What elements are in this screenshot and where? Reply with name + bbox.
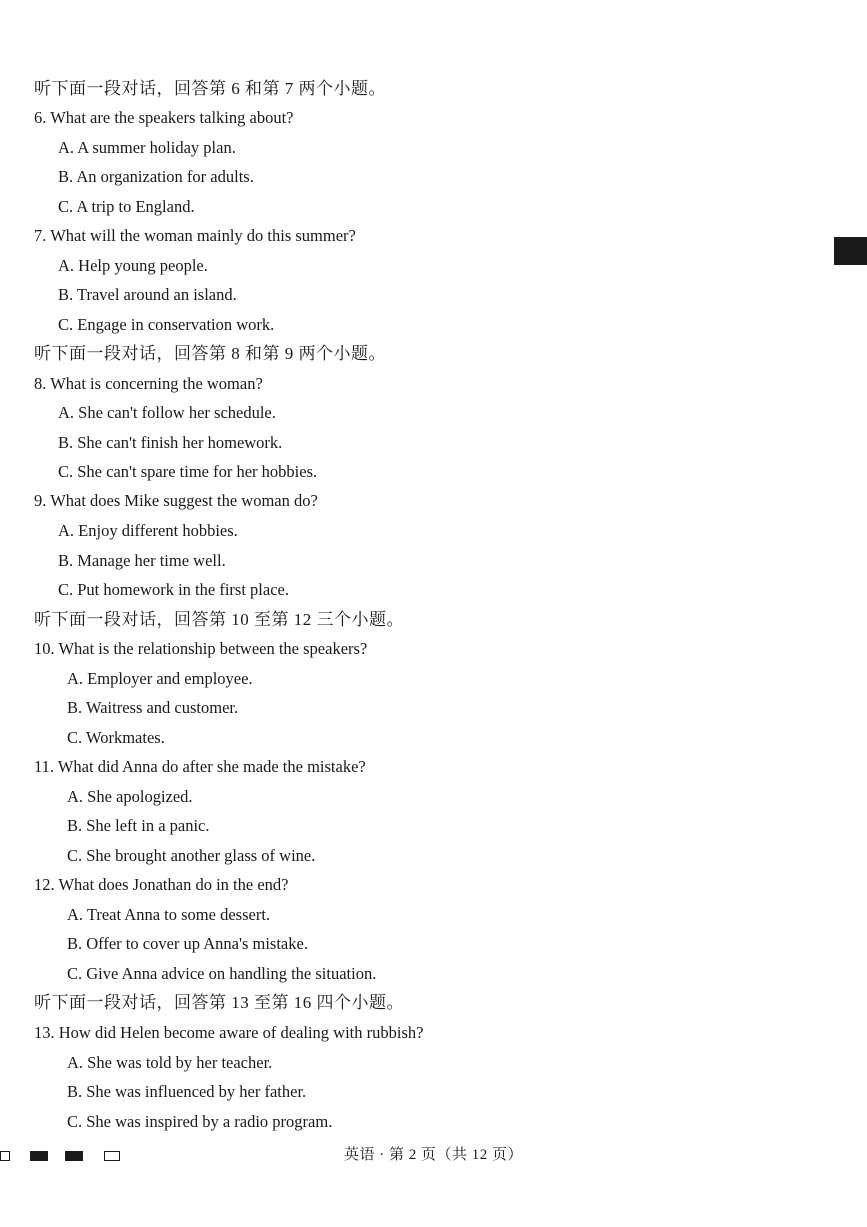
instruction-dialogue-10-12: 听下面一段对话，回答第 10 至第 12 三个小题。 <box>34 610 404 629</box>
question-10-option-a: A. Employer and employee. <box>67 669 253 688</box>
question-10-option-c: C. Workmates. <box>67 728 165 747</box>
question-9-option-b: B. Manage her time well. <box>58 551 226 570</box>
question-6-option-c: C. A trip to England. <box>58 197 195 216</box>
question-13-option-b: B. She was influenced by her father. <box>67 1082 307 1101</box>
question-6-option-a: A. A summer holiday plan. <box>58 138 236 157</box>
page-edge-tab-marker <box>834 237 867 265</box>
question-8: 8. What is concerning the woman? <box>34 374 263 393</box>
question-7: 7. What will the woman mainly do this summer? <box>34 226 356 245</box>
instruction-dialogue-8-9: 听下面一段对话，回答第 8 和第 9 两个小题。 <box>34 344 386 363</box>
question-10: 10. What is the relationship between the speakers? <box>34 639 368 658</box>
question-12-option-a: A. Treat Anna to some dessert. <box>67 905 271 924</box>
question-11-option-a: A. She apologized. <box>67 787 193 806</box>
question-7-option-a: A. Help young people. <box>58 256 208 275</box>
question-7-option-c: C. Engage in conservation work. <box>58 315 275 334</box>
question-12-option-c: C. Give Anna advice on handling the situation. <box>67 964 377 983</box>
question-9-option-c: C. Put homework in the first place. <box>58 580 289 599</box>
question-11: 11. What did Anna do after she made the mistake? <box>34 757 366 776</box>
question-6: 6. What are the speakers talking about? <box>34 108 294 127</box>
question-12-option-b: B. Offer to cover up Anna's mistake. <box>67 934 308 953</box>
question-11-option-c: C. She brought another glass of wine. <box>67 846 316 865</box>
question-8-option-b: B. She can't finish her homework. <box>58 433 283 452</box>
question-12: 12. What does Jonathan do in the end? <box>34 875 289 894</box>
instruction-dialogue-13-16: 听下面一段对话，回答第 13 至第 16 四个小题。 <box>34 993 404 1012</box>
question-7-option-b: B. Travel around an island. <box>58 285 237 304</box>
question-13-option-a: A. She was told by her teacher. <box>67 1053 273 1072</box>
question-11-option-b: B. She left in a panic. <box>67 816 210 835</box>
question-9: 9. What does Mike suggest the woman do? <box>34 491 318 510</box>
instruction-dialogue-6-7: 听下面一段对话，回答第 6 和第 7 两个小题。 <box>34 79 386 98</box>
page-footer: 英语 · 第 2 页（共 12 页） <box>344 1147 523 1163</box>
question-8-option-c: C. She can't spare time for her hobbies. <box>58 462 318 481</box>
question-9-option-a: A. Enjoy different hobbies. <box>58 521 238 540</box>
question-13-option-c: C. She was inspired by a radio program. <box>67 1112 333 1131</box>
question-8-option-a: A. She can't follow her schedule. <box>58 403 276 422</box>
question-13: 13. How did Helen become aware of dealing with rubbish? <box>34 1023 424 1042</box>
question-6-option-b: B. An organization for adults. <box>58 167 254 186</box>
question-10-option-b: B. Waitress and customer. <box>67 698 239 717</box>
